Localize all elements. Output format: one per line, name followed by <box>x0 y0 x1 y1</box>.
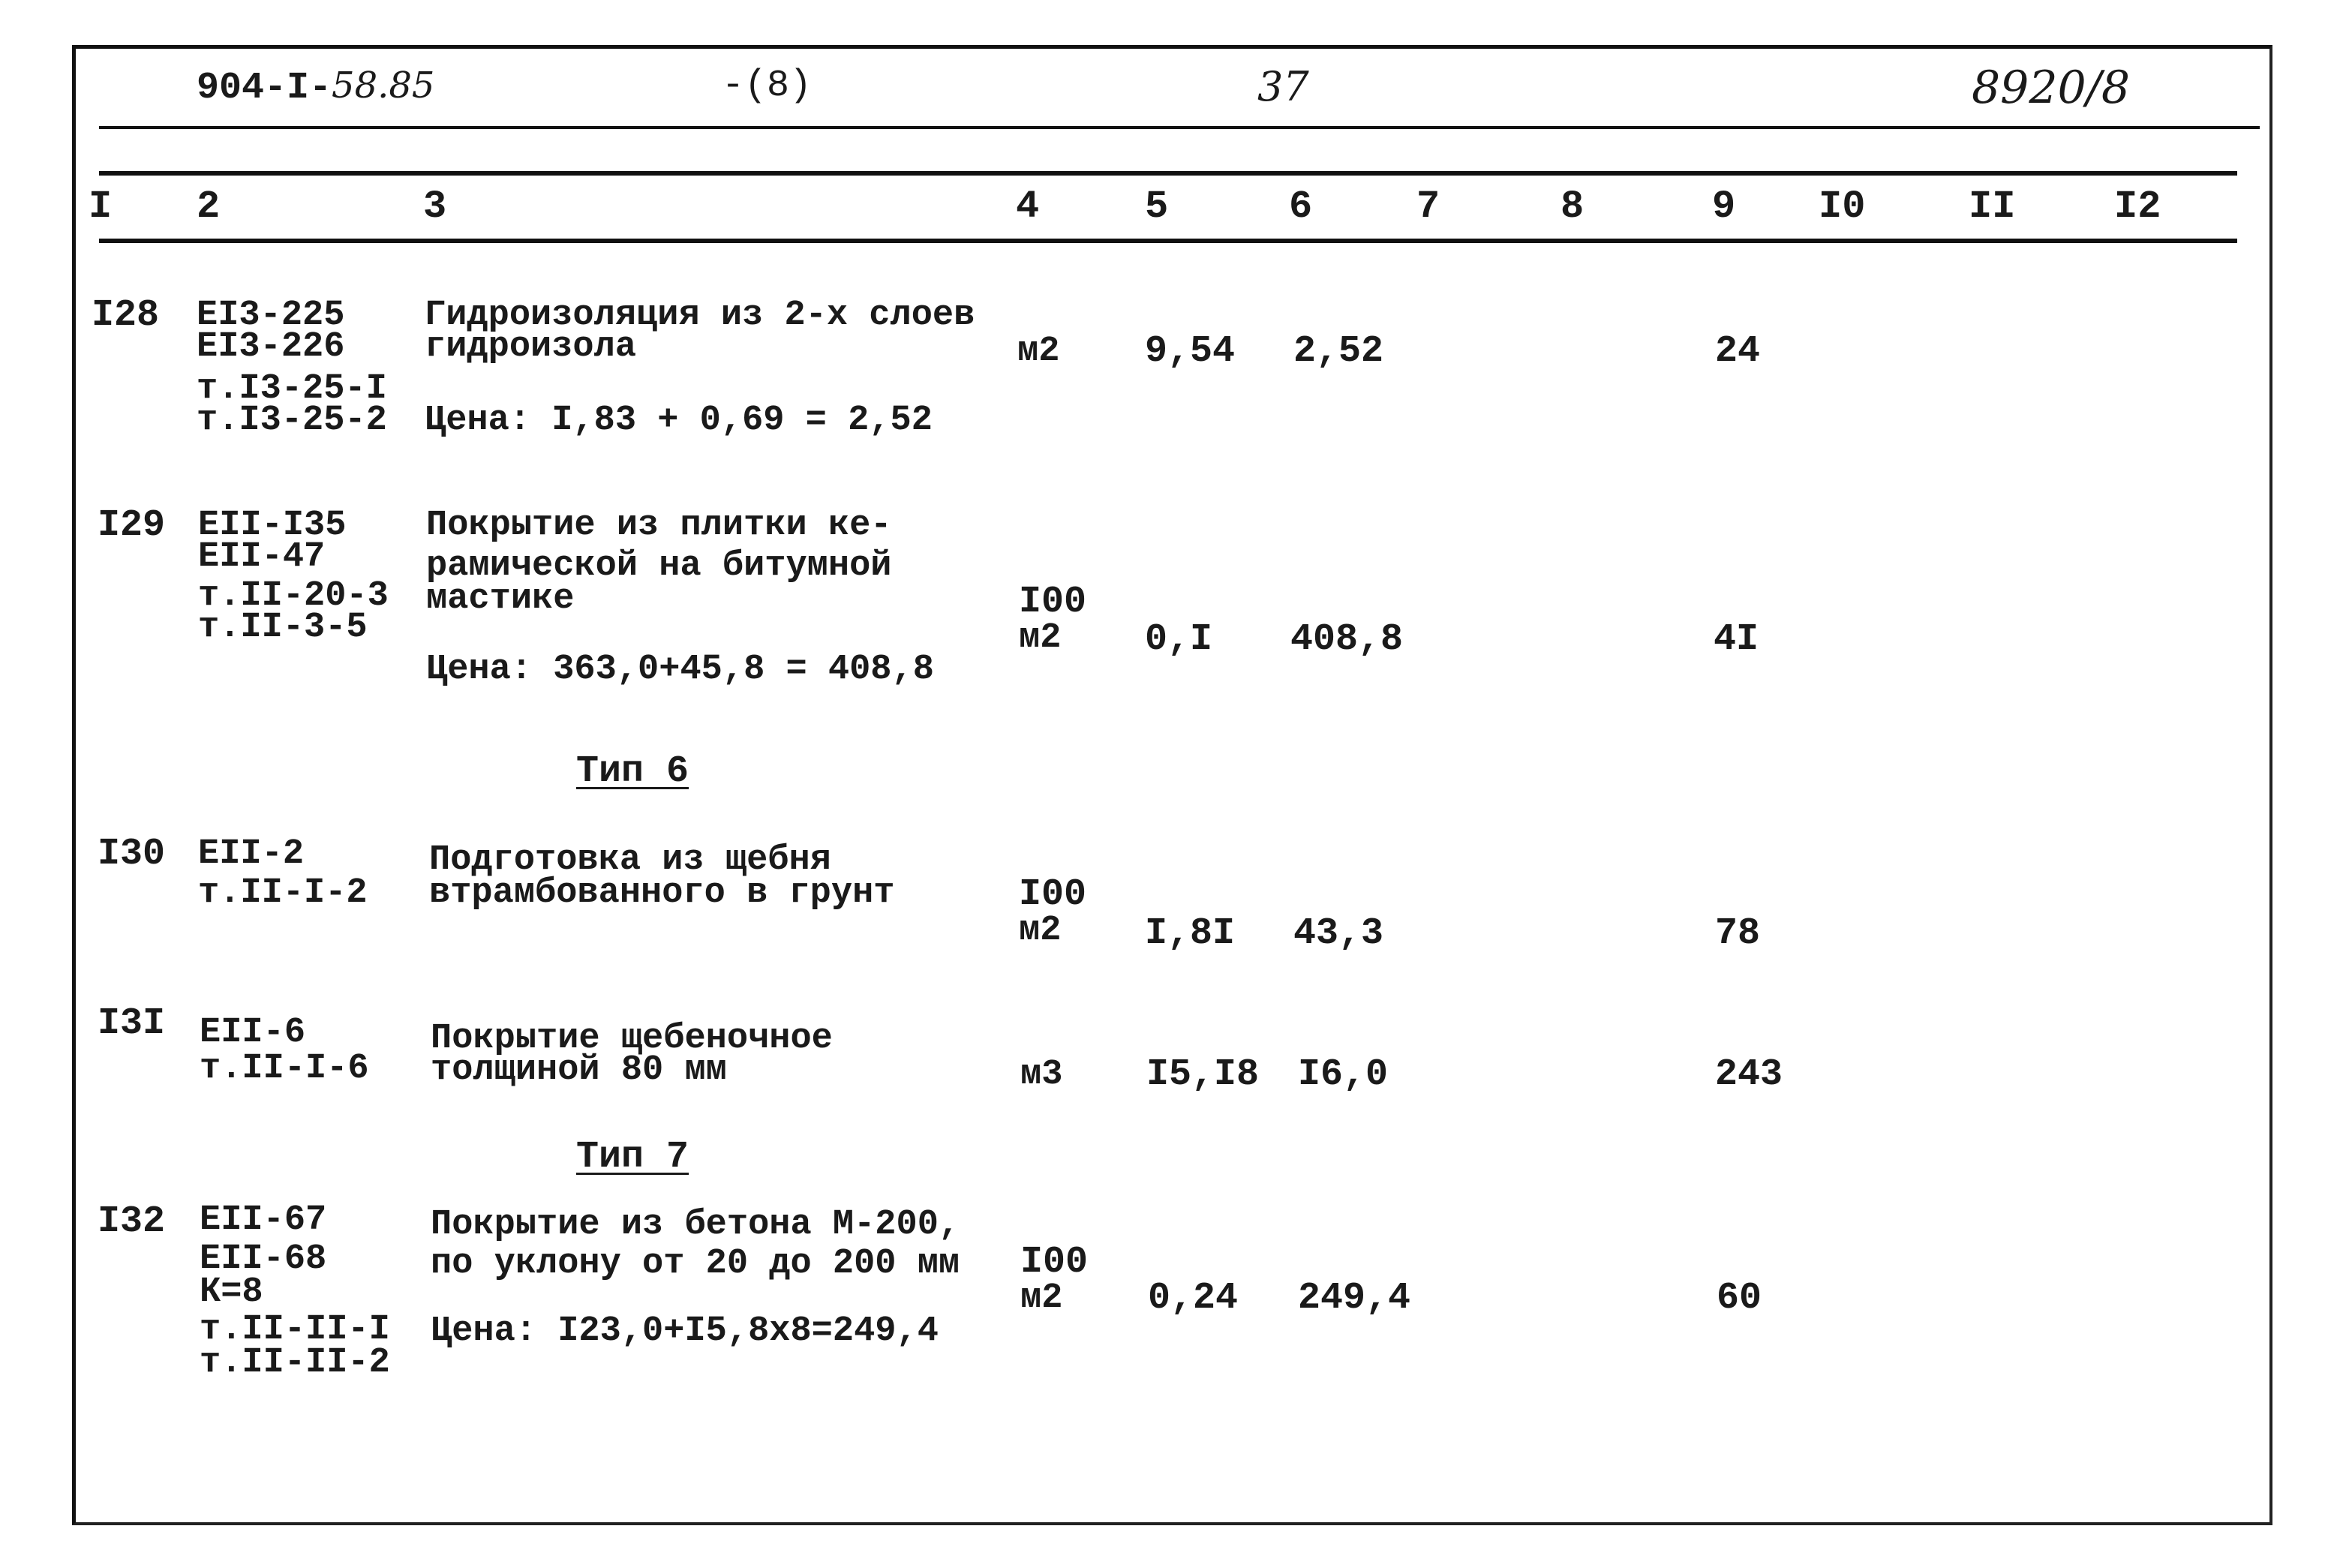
code-line: EI3-225 <box>197 296 345 335</box>
work-name-line: по уклону от 20 до 200 мм <box>431 1244 960 1284</box>
price-formula: Цена: I,83 + 0,69 = 2,52 <box>425 401 933 440</box>
total-cost: 24 <box>1715 330 1761 373</box>
unit: м2 <box>1020 1278 1063 1318</box>
code-line: EII-47 <box>198 537 326 577</box>
unit-cost: 43,3 <box>1293 912 1384 955</box>
section-mark: -(8) <box>722 65 813 107</box>
col-header-5: 5 <box>1145 185 1169 229</box>
code-line: EII-2 <box>198 834 305 874</box>
col-header-8: 8 <box>1560 185 1585 229</box>
work-name-line: мастике <box>426 579 575 619</box>
col-header-3: 3 <box>423 185 447 229</box>
unit: м2 <box>1017 332 1060 371</box>
col-header-1: I <box>89 185 113 229</box>
col-header-2: 2 <box>197 185 221 229</box>
row-number: I30 <box>98 833 166 876</box>
unit: I00 <box>1019 873 1087 916</box>
code-line: EII-68 <box>200 1239 327 1279</box>
col-header-4: 4 <box>1016 185 1040 229</box>
work-name-line: рамической на битумной <box>426 546 892 586</box>
unit-cost: 408,8 <box>1290 618 1404 661</box>
quantity: 0,I <box>1145 618 1213 661</box>
col-header-9: 9 <box>1712 185 1736 229</box>
work-name-line: Покрытие щебеночное <box>431 1019 833 1059</box>
unit-cost: 2,52 <box>1293 330 1384 373</box>
price-formula: Цена: 363,0+45,8 = 408,8 <box>426 650 934 689</box>
unit: I00 <box>1019 581 1087 623</box>
work-name-line: Покрытие из бетона М-200, <box>431 1205 960 1245</box>
quantity: I,8I <box>1145 912 1236 955</box>
work-name-line: Гидроизоляция из 2-х слоев <box>425 296 975 335</box>
work-name-line: Подготовка из щебня <box>429 840 831 880</box>
total-cost: 4I <box>1714 618 1759 661</box>
code-line: т.II-I-2 <box>198 873 368 913</box>
row-number: I29 <box>98 504 166 547</box>
unit: м2 <box>1019 911 1062 951</box>
doc-prefix: 904-I- <box>197 67 332 110</box>
row-number: I32 <box>98 1200 166 1243</box>
doc-number-handwritten: 58.85 <box>332 65 435 107</box>
price-formula: Цена: I23,0+I5,8х8=249,4 <box>431 1311 939 1351</box>
code-line: EII-67 <box>200 1200 327 1240</box>
col-header-11: II <box>1969 185 2016 229</box>
code-line: т.II-3-5 <box>198 608 368 647</box>
section-title-type-6: Тип 6 <box>576 750 689 793</box>
header-rule <box>99 126 2260 129</box>
code-line: т.I3-25-2 <box>197 401 387 440</box>
work-name-line: втрамбованного в грунт <box>429 873 895 913</box>
doc-code <box>197 65 434 110</box>
quantity: I5,I8 <box>1146 1053 1260 1096</box>
unit: м2 <box>1019 618 1062 658</box>
row-number: I28 <box>92 294 160 337</box>
work-name-line: гидроизола <box>425 327 637 367</box>
quantity: 0,24 <box>1148 1277 1239 1320</box>
code-line: EII-6 <box>200 1013 306 1053</box>
unit-cost: 249,4 <box>1298 1277 1411 1320</box>
code-line: EI3-226 <box>197 327 345 367</box>
code-line: EII-I35 <box>198 506 347 545</box>
col-header-10: I0 <box>1819 185 1866 229</box>
unit-cost: I6,0 <box>1298 1053 1389 1096</box>
code-line: т.I3-25-I <box>197 369 387 409</box>
column-header-rule <box>99 239 2237 243</box>
col-header-6: 6 <box>1289 185 1313 229</box>
work-name-line: толщиной 80 мм <box>431 1050 727 1090</box>
total-cost: 60 <box>1717 1277 1762 1320</box>
table-top-rule <box>99 171 2237 176</box>
quantity: 9,54 <box>1145 330 1236 373</box>
unit: I00 <box>1020 1241 1089 1284</box>
col-header-7: 7 <box>1416 185 1440 229</box>
total-cost: 78 <box>1715 912 1761 955</box>
code-line: т.II-20-3 <box>198 576 389 616</box>
total-cost: 243 <box>1715 1053 1783 1096</box>
code-line: т.II-II-I <box>200 1310 390 1350</box>
unit: м3 <box>1020 1055 1063 1095</box>
col-header-12: I2 <box>2114 185 2161 229</box>
code-line: К=8 <box>200 1272 263 1312</box>
row-number: I3I <box>98 1002 166 1045</box>
code-line: т.II-II-2 <box>200 1343 390 1383</box>
work-name-line: Покрытие из плитки ке- <box>426 506 892 545</box>
page-number: 37 <box>1257 63 1309 110</box>
archive-number: 8920/8 <box>1972 62 2131 114</box>
section-title-type-7: Тип 7 <box>576 1136 689 1179</box>
code-line: т.II-I-6 <box>200 1049 369 1089</box>
